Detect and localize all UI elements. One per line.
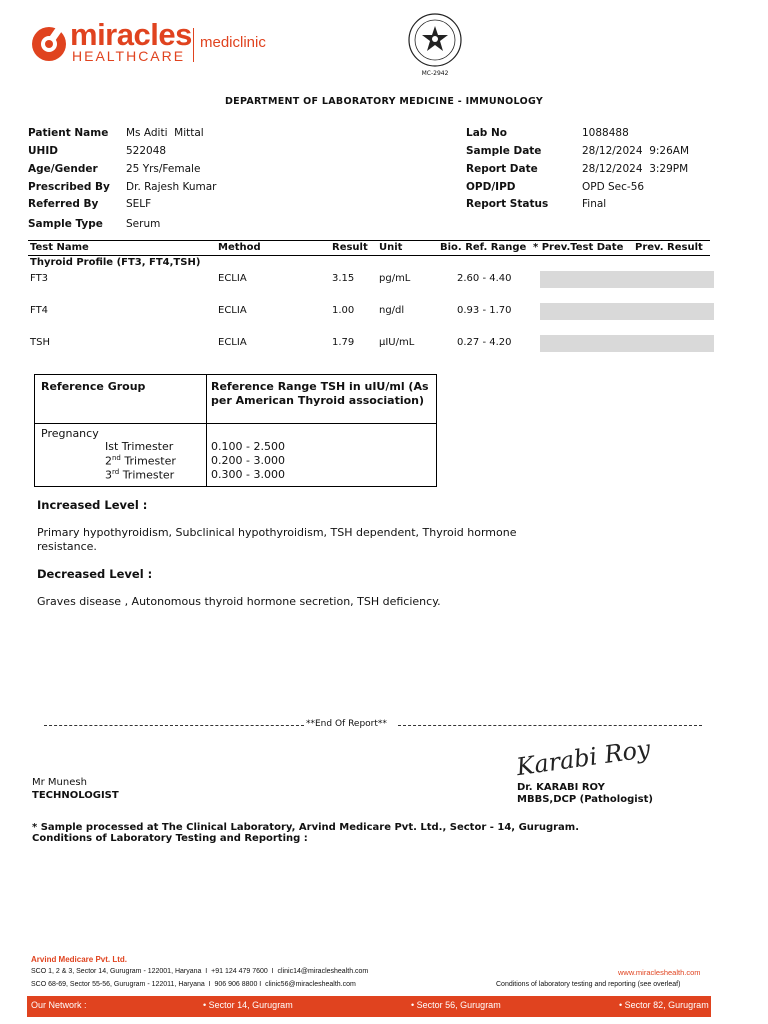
footer-company: Arvind Medicare Pvt. Ltd. [31, 955, 128, 964]
decreased-level-text: Graves disease , Autonomous thyroid hormone secretion, TSH deficiency. [37, 595, 441, 608]
trimester-1-label: Ist Trimester [105, 440, 174, 453]
results-header-rule [28, 255, 710, 256]
reference-group-pregnancy: Pregnancy [41, 427, 99, 440]
footer-address-1: SCO 1, 2 & 3, Sector 14, Gurugram - 122001, Haryana I +91 124 479 7600 I clinic14@miracleshealth.com [31, 968, 369, 975]
test-method: ECLIA [218, 305, 247, 316]
reference-range-header: Reference Range TSH in uIU/ml (As per American Thyroid association) [211, 380, 429, 407]
prev-result-redacted [540, 271, 714, 288]
col-prev-result: Prev. Result [635, 242, 703, 253]
pathologist-degrees: MBBS,DCP (Pathologist) [517, 794, 653, 805]
increased-level-title: Increased Level : [37, 498, 148, 512]
opd-ipd-value: OPD Sec-56 [582, 181, 645, 193]
sample-processed-note: * Sample processed at The Clinical Laboratory, Arvind Medicare Pvt. Ltd., Sector - 14, Gurugram. [32, 822, 580, 833]
col-ref-range: Bio. Ref. Range [440, 242, 527, 253]
report-date-value: 28/12/2024 3:29PM [582, 163, 689, 175]
network-label: Our Network : [31, 1000, 87, 1010]
network-sector-56: • Sector 56, Gurugram [411, 1000, 501, 1010]
network-sector-14: • Sector 14, Gurugram [203, 1000, 293, 1010]
trimester-2-range: 0.200 - 3.000 [211, 454, 285, 467]
col-prev-date: * Prev.Test Date [533, 242, 624, 253]
prescribed-by-value: Dr. Rajesh Kumar [126, 181, 217, 193]
report-date-label: Report Date [466, 163, 538, 175]
end-dash-right [398, 725, 702, 726]
accreditation-seal-icon [407, 12, 463, 68]
conditions-heading: Conditions of Laboratory Testing and Reporting : [32, 833, 308, 844]
sample-date-value: 28/12/2024 9:26AM [582, 145, 690, 157]
test-name: FT3 [30, 273, 49, 284]
department-title: DEPARTMENT OF LABORATORY MEDICINE - IMMUNOLOGY [224, 96, 544, 107]
accreditation-seal [407, 12, 463, 80]
referred-by-value: SELF [126, 198, 152, 210]
test-unit: µIU/mL [379, 337, 415, 348]
test-range: 0.27 - 4.20 [457, 337, 512, 348]
prev-result-redacted [540, 335, 714, 352]
footer-address-2: SCO 68-69, Sector 55-56, Gurugram - 122011, Haryana I 906 906 8800 I clinic56@miracleshealth.com [31, 981, 356, 988]
pathologist-name: Dr. KARABI ROY [517, 782, 605, 793]
end-of-report-text: **End Of Report** [306, 719, 387, 729]
col-unit: Unit [379, 242, 403, 253]
lab-no-label: Lab No [466, 127, 507, 139]
sample-date-label: Sample Date [466, 145, 542, 157]
report-status-label: Report Status [466, 198, 549, 210]
brand-sub: HEALTHCARE [72, 48, 186, 64]
reference-col-divider [206, 375, 207, 486]
decreased-level-title: Decreased Level : [37, 567, 153, 581]
age-gender-value: 25 Yrs/Female [126, 163, 201, 175]
referred-by-label: Referred By [28, 198, 99, 210]
accreditation-code: MC-2942 [421, 70, 449, 77]
col-result: Result [332, 242, 368, 253]
test-method: ECLIA [218, 273, 247, 284]
end-dash-left [44, 725, 304, 726]
sample-type-label: Sample Type [28, 218, 103, 230]
network-sector-82: • Sector 82, Gurugram [619, 1000, 709, 1010]
lab-no-value: 1088488 [582, 127, 629, 139]
patient-name-label: Patient Name [28, 127, 109, 139]
reference-header-rule [35, 423, 436, 424]
test-name: FT4 [30, 305, 49, 316]
test-range: 0.93 - 1.70 [457, 305, 512, 316]
end-of-report [44, 719, 704, 733]
test-method: ECLIA [218, 337, 247, 348]
test-result: 1.79 [332, 337, 355, 348]
trimester-3-label: 3rd Trimester [105, 468, 175, 482]
footer-network-bar [27, 996, 711, 1017]
test-range: 2.60 - 4.40 [457, 273, 512, 284]
technologist-name: Mr Munesh [32, 777, 87, 788]
brand-unit: mediclinic [200, 34, 266, 51]
sample-type-value: Serum [126, 218, 161, 230]
brand-logo [30, 17, 290, 66]
col-method: Method [218, 242, 261, 253]
trimester-3-range: 0.300 - 3.000 [211, 468, 285, 481]
brand-main: miracles [70, 17, 192, 52]
footer-website[interactable]: www.miracleshealth.com [618, 968, 701, 977]
footer-conditions-note: Conditions of laboratory testing and reporting (see overleaf) [496, 981, 681, 988]
patient-name-value: Ms Aditi Mittal [126, 127, 204, 139]
age-gender-label: Age/Gender [28, 163, 98, 175]
trimester-1-range: 0.100 - 2.500 [211, 440, 285, 453]
test-name: TSH [30, 337, 50, 348]
test-result: 1.00 [332, 305, 355, 316]
test-unit: pg/mL [379, 273, 411, 284]
test-result: 3.15 [332, 273, 355, 284]
profile-title: Thyroid Profile (FT3, FT4,TSH) [30, 257, 201, 268]
test-unit: ng/dl [379, 305, 405, 316]
uhid-label: UHID [28, 145, 58, 157]
prev-result-redacted [540, 303, 714, 320]
brand-divider [193, 28, 194, 62]
trimester-2-label: 2nd Trimester [105, 454, 176, 468]
pathologist-signature: Karabi Roy [514, 734, 653, 782]
col-test-name: Test Name [30, 242, 89, 253]
reference-table [34, 374, 437, 487]
opd-ipd-label: OPD/IPD [466, 181, 516, 193]
results-top-rule [28, 240, 710, 241]
brand-logo-icon [30, 25, 68, 63]
uhid-value: 522048 [126, 145, 167, 157]
reference-group-header: Reference Group [41, 380, 146, 393]
report-status-value: Final [582, 198, 607, 210]
increased-level-text: Primary hypothyroidism, Subclinical hypothyroidism, TSH dependent, Thyroid hormone resistance. [37, 526, 517, 553]
technologist-title: TECHNOLOGIST [32, 790, 119, 801]
prescribed-by-label: Prescribed By [28, 181, 110, 193]
